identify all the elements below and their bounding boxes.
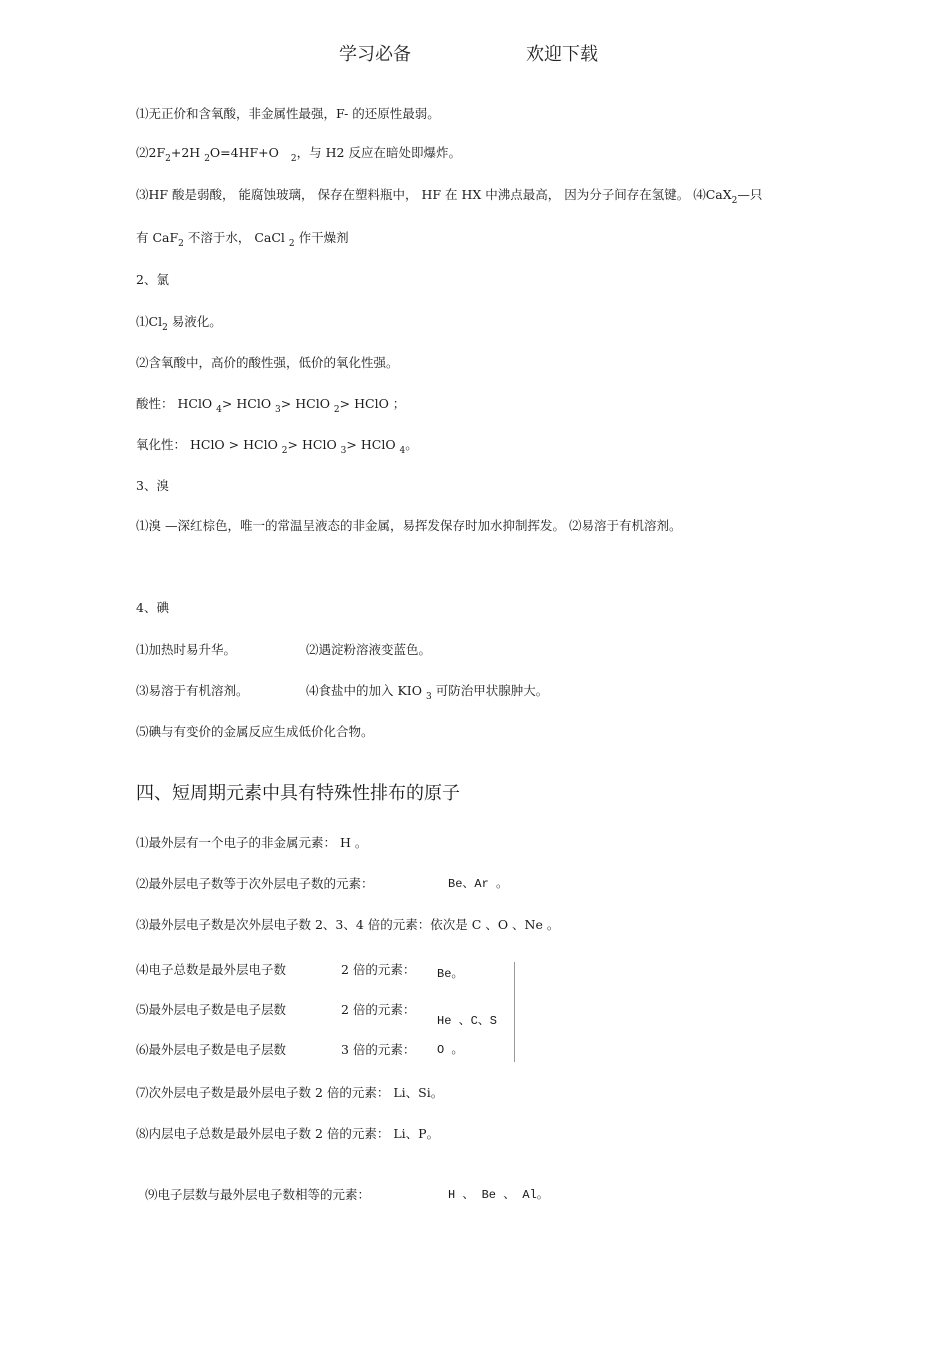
- iodine-item-5: ⑸碘与有变价的金属反应生成低价化合物。: [136, 724, 374, 739]
- iodine-title: 4、碘: [136, 600, 169, 615]
- rule-6-multiplier: 3 倍的元素：: [341, 1042, 416, 1057]
- fluorine-line-2: $⑵2F_2+2H$ $_2$O=4HF+O $_2$，与 H2 反应在暗处即爆炸。: [136, 145, 461, 164]
- bromine-line-1: ⑴溴 —深红棕色，唯一的常温呈液态的非金属，易挥发保存时加水抑制挥发。 ⑵易溶于有机溶剂。: [136, 518, 682, 533]
- rule-4-answer: Be。: [437, 967, 464, 981]
- iodine-item-4: ⑷食盐中的加入 KIO $_3$ 可防治甲状腺肿大。: [306, 683, 549, 702]
- rule-4-multiplier: 2 倍的元素：: [341, 962, 416, 977]
- rule-5-text: ⑸最外层电子数是电子层数: [136, 1002, 287, 1017]
- chlorine-line-1: $⑴Cl_2$ 易液化。: [136, 314, 222, 333]
- header-left: 学习必备: [339, 44, 411, 65]
- rule-9-text: ⑼电子层数与最外层电子数相等的元素：: [145, 1187, 371, 1202]
- chlorine-line-2: ⑵含氧酸中，高价的酸性强，低价的氧化性强。: [136, 355, 399, 370]
- rule-7: ⑺次外层电子数是最外层电子数 2 倍的元素： Li、Si。: [136, 1085, 444, 1100]
- section-four-heading: 四、短周期元素中具有特殊性排布的原子: [136, 783, 460, 804]
- chlorine-oxidizing: 氧化性： HClO > HClO $_2$> HClO $_3$> HClO $_4$。: [136, 437, 418, 456]
- iodine-item-3: ⑶易溶于有机溶剂。: [136, 683, 249, 698]
- bromine-title: 3、溴: [136, 478, 169, 493]
- chlorine-acidity: 酸性： HClO $_4$> HClO $_3$> HClO $_2$> HClO ；: [136, 396, 406, 415]
- iodine-item-2: ⑵遇淀粉溶液变蓝色。: [306, 642, 432, 657]
- rule-2-text: ⑵最外层电子数等于次外层电子数的元素：: [136, 876, 374, 891]
- rule-6-text: ⑹最外层电子数是电子层数: [136, 1042, 287, 1057]
- rule-5-multiplier: 2 倍的元素：: [341, 1002, 416, 1017]
- rule-4-text: ⑷电子总数是最外层电子数: [136, 962, 287, 977]
- rule-2-answer: Be、Ar 。: [448, 877, 509, 891]
- rule-1: ⑴最外层有一个电子的非金属元素： H 。: [136, 835, 368, 850]
- rule-6-answer: O 。: [437, 1043, 464, 1057]
- rule-8: ⑻内层电子总数是最外层电子数 2 倍的元素： Li、P。: [136, 1126, 440, 1141]
- rule-9-answer: H 、 Be 、 Al。: [448, 1188, 549, 1202]
- rule-3: ⑶最外层电子数是次外层电子数 2、3、4 倍的元素：依次是 C 、O 、Ne 。: [136, 917, 560, 932]
- iodine-item-1: ⑴加热时易升华。: [136, 642, 237, 657]
- header-right: 欢迎下载: [526, 44, 598, 65]
- bracket-divider: [514, 962, 515, 1062]
- fluorine-line-4: 有 CaF$_2$ 不溶于水， CaCl $_2$ 作干燥剂: [136, 230, 349, 249]
- fluorine-line-3: ⑶HF 酸是弱酸， 能腐蚀玻璃， 保存在塑料瓶中， HF 在 HX 中沸点最高， 因为分子间存在氢键。 ⑷CaX$_2$—只: [136, 187, 763, 206]
- fluorine-line-1: ⑴无正价和含氧酸，非金属性最强，F- 的还原性最弱。: [136, 106, 440, 121]
- chlorine-title: 2、氯: [136, 272, 169, 287]
- rule-5-answer: He 、C、S: [437, 1014, 498, 1028]
